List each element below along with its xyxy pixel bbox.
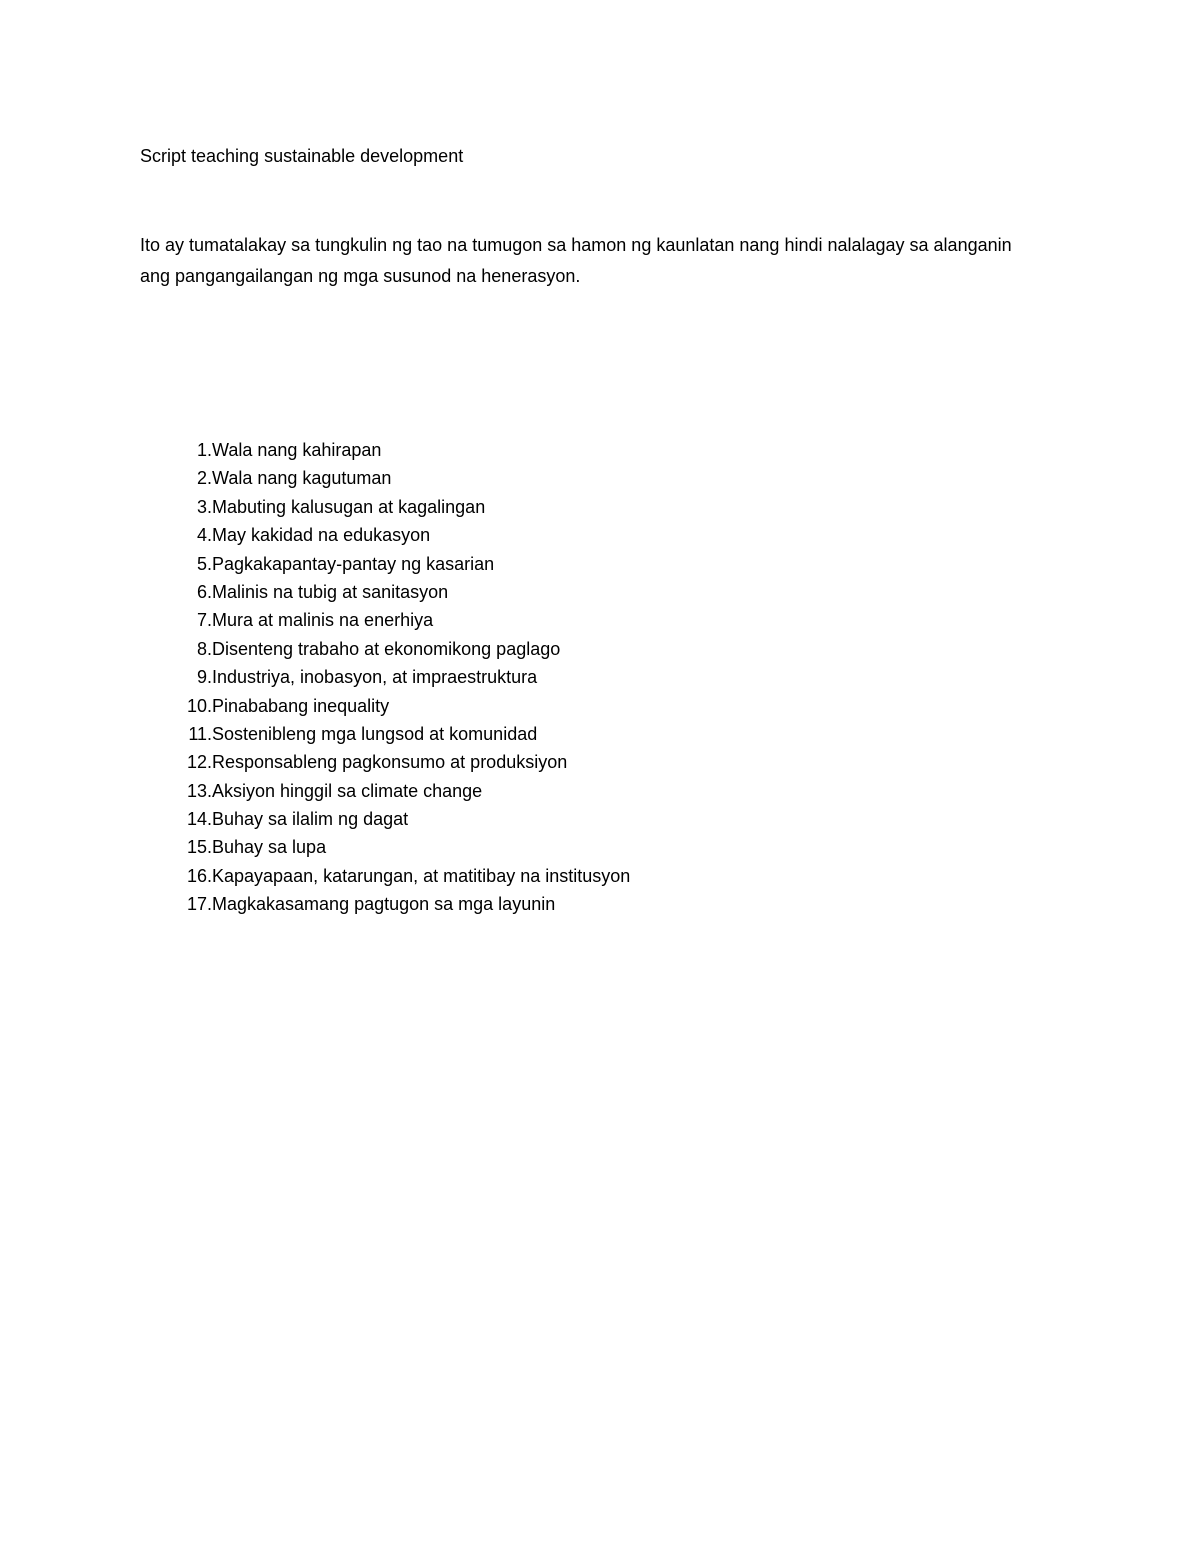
list-item-text: Pagkakapantay-pantay ng kasarian xyxy=(212,553,495,574)
list-item-text: Wala nang kahirapan xyxy=(212,440,382,460)
list-item xyxy=(140,805,630,833)
list-item-text: Sostenibleng mga lungsod at komunidad xyxy=(212,723,538,744)
list-item-text: Wala nang kagutuman xyxy=(212,468,392,489)
list-item-text: Buhay sa ilalim ng dagat xyxy=(212,809,409,830)
list-item-number: 9. xyxy=(196,667,212,688)
list-item-number: 12. xyxy=(186,752,212,773)
list-item-number: 10. xyxy=(186,695,212,716)
list-item xyxy=(140,464,630,492)
list-item-number: 13. xyxy=(186,780,212,801)
list-item-text: Malinis na tubig at sanitasyon xyxy=(212,581,449,602)
list-item xyxy=(140,635,630,663)
list-item-text: May kakidad na edukasyon xyxy=(212,525,431,546)
list-item xyxy=(140,777,630,805)
list-item-number: 1. xyxy=(196,440,212,460)
list-item-number: 14. xyxy=(186,809,212,830)
document-title: Script teaching sustainable development xyxy=(140,146,464,166)
list-item-number: 16. xyxy=(186,865,212,886)
list-item-text: Industriya, inobasyon, at impraestruktura xyxy=(212,667,538,688)
list-item-number: 11. xyxy=(188,723,212,744)
list-item xyxy=(140,578,630,606)
list-item-number: 17. xyxy=(186,894,212,915)
list-item-text: Mura at malinis na enerhiya xyxy=(212,610,434,631)
list-item xyxy=(140,521,630,549)
list-item-number: 2. xyxy=(196,468,212,489)
list-item xyxy=(140,436,630,464)
list-item xyxy=(140,692,630,720)
list-item xyxy=(140,550,630,578)
intro-paragraph: Ito ay tumatalakay sa tungkulin ng tao na tumugon sa hamon ng kaunlatan nang hindi nalalagay sa alanganin ang pangangailangan ng mga susunod na henerasyon. xyxy=(140,235,1012,286)
list-item-text: Magkakasamang pagtugon sa mga layunin xyxy=(212,894,556,915)
list-item xyxy=(140,833,630,861)
list-item xyxy=(140,890,630,918)
list-item xyxy=(140,493,630,521)
list-item-number: 3. xyxy=(196,496,212,517)
list-item-text: Aksiyon hinggil sa climate change xyxy=(212,780,483,801)
list-item xyxy=(140,748,630,776)
list-item-number: 4. xyxy=(196,525,212,546)
list-item-number: 6. xyxy=(196,581,212,602)
list-item-number: 15. xyxy=(186,837,212,858)
list-item xyxy=(140,862,630,890)
list-item xyxy=(140,720,630,748)
list-item-text: Mabuting kalusugan at kagalingan xyxy=(212,496,486,517)
list-item-number: 7. xyxy=(196,610,212,631)
list-item-number: 5. xyxy=(196,553,212,574)
list-item-text: Responsableng pagkonsumo at produksiyon xyxy=(212,752,568,773)
list-item xyxy=(140,606,630,634)
list-item-text: Buhay sa lupa xyxy=(212,837,327,858)
goals-list xyxy=(140,436,630,919)
list-item xyxy=(140,663,630,691)
list-item-text: Pinababang inequality xyxy=(212,695,390,716)
list-item-text: Kapayapaan, katarungan, at matitibay na institusyon xyxy=(212,865,631,886)
list-item-number: 8. xyxy=(196,638,212,659)
list-item-text: Disenteng trabaho at ekonomikong paglago xyxy=(212,638,561,659)
